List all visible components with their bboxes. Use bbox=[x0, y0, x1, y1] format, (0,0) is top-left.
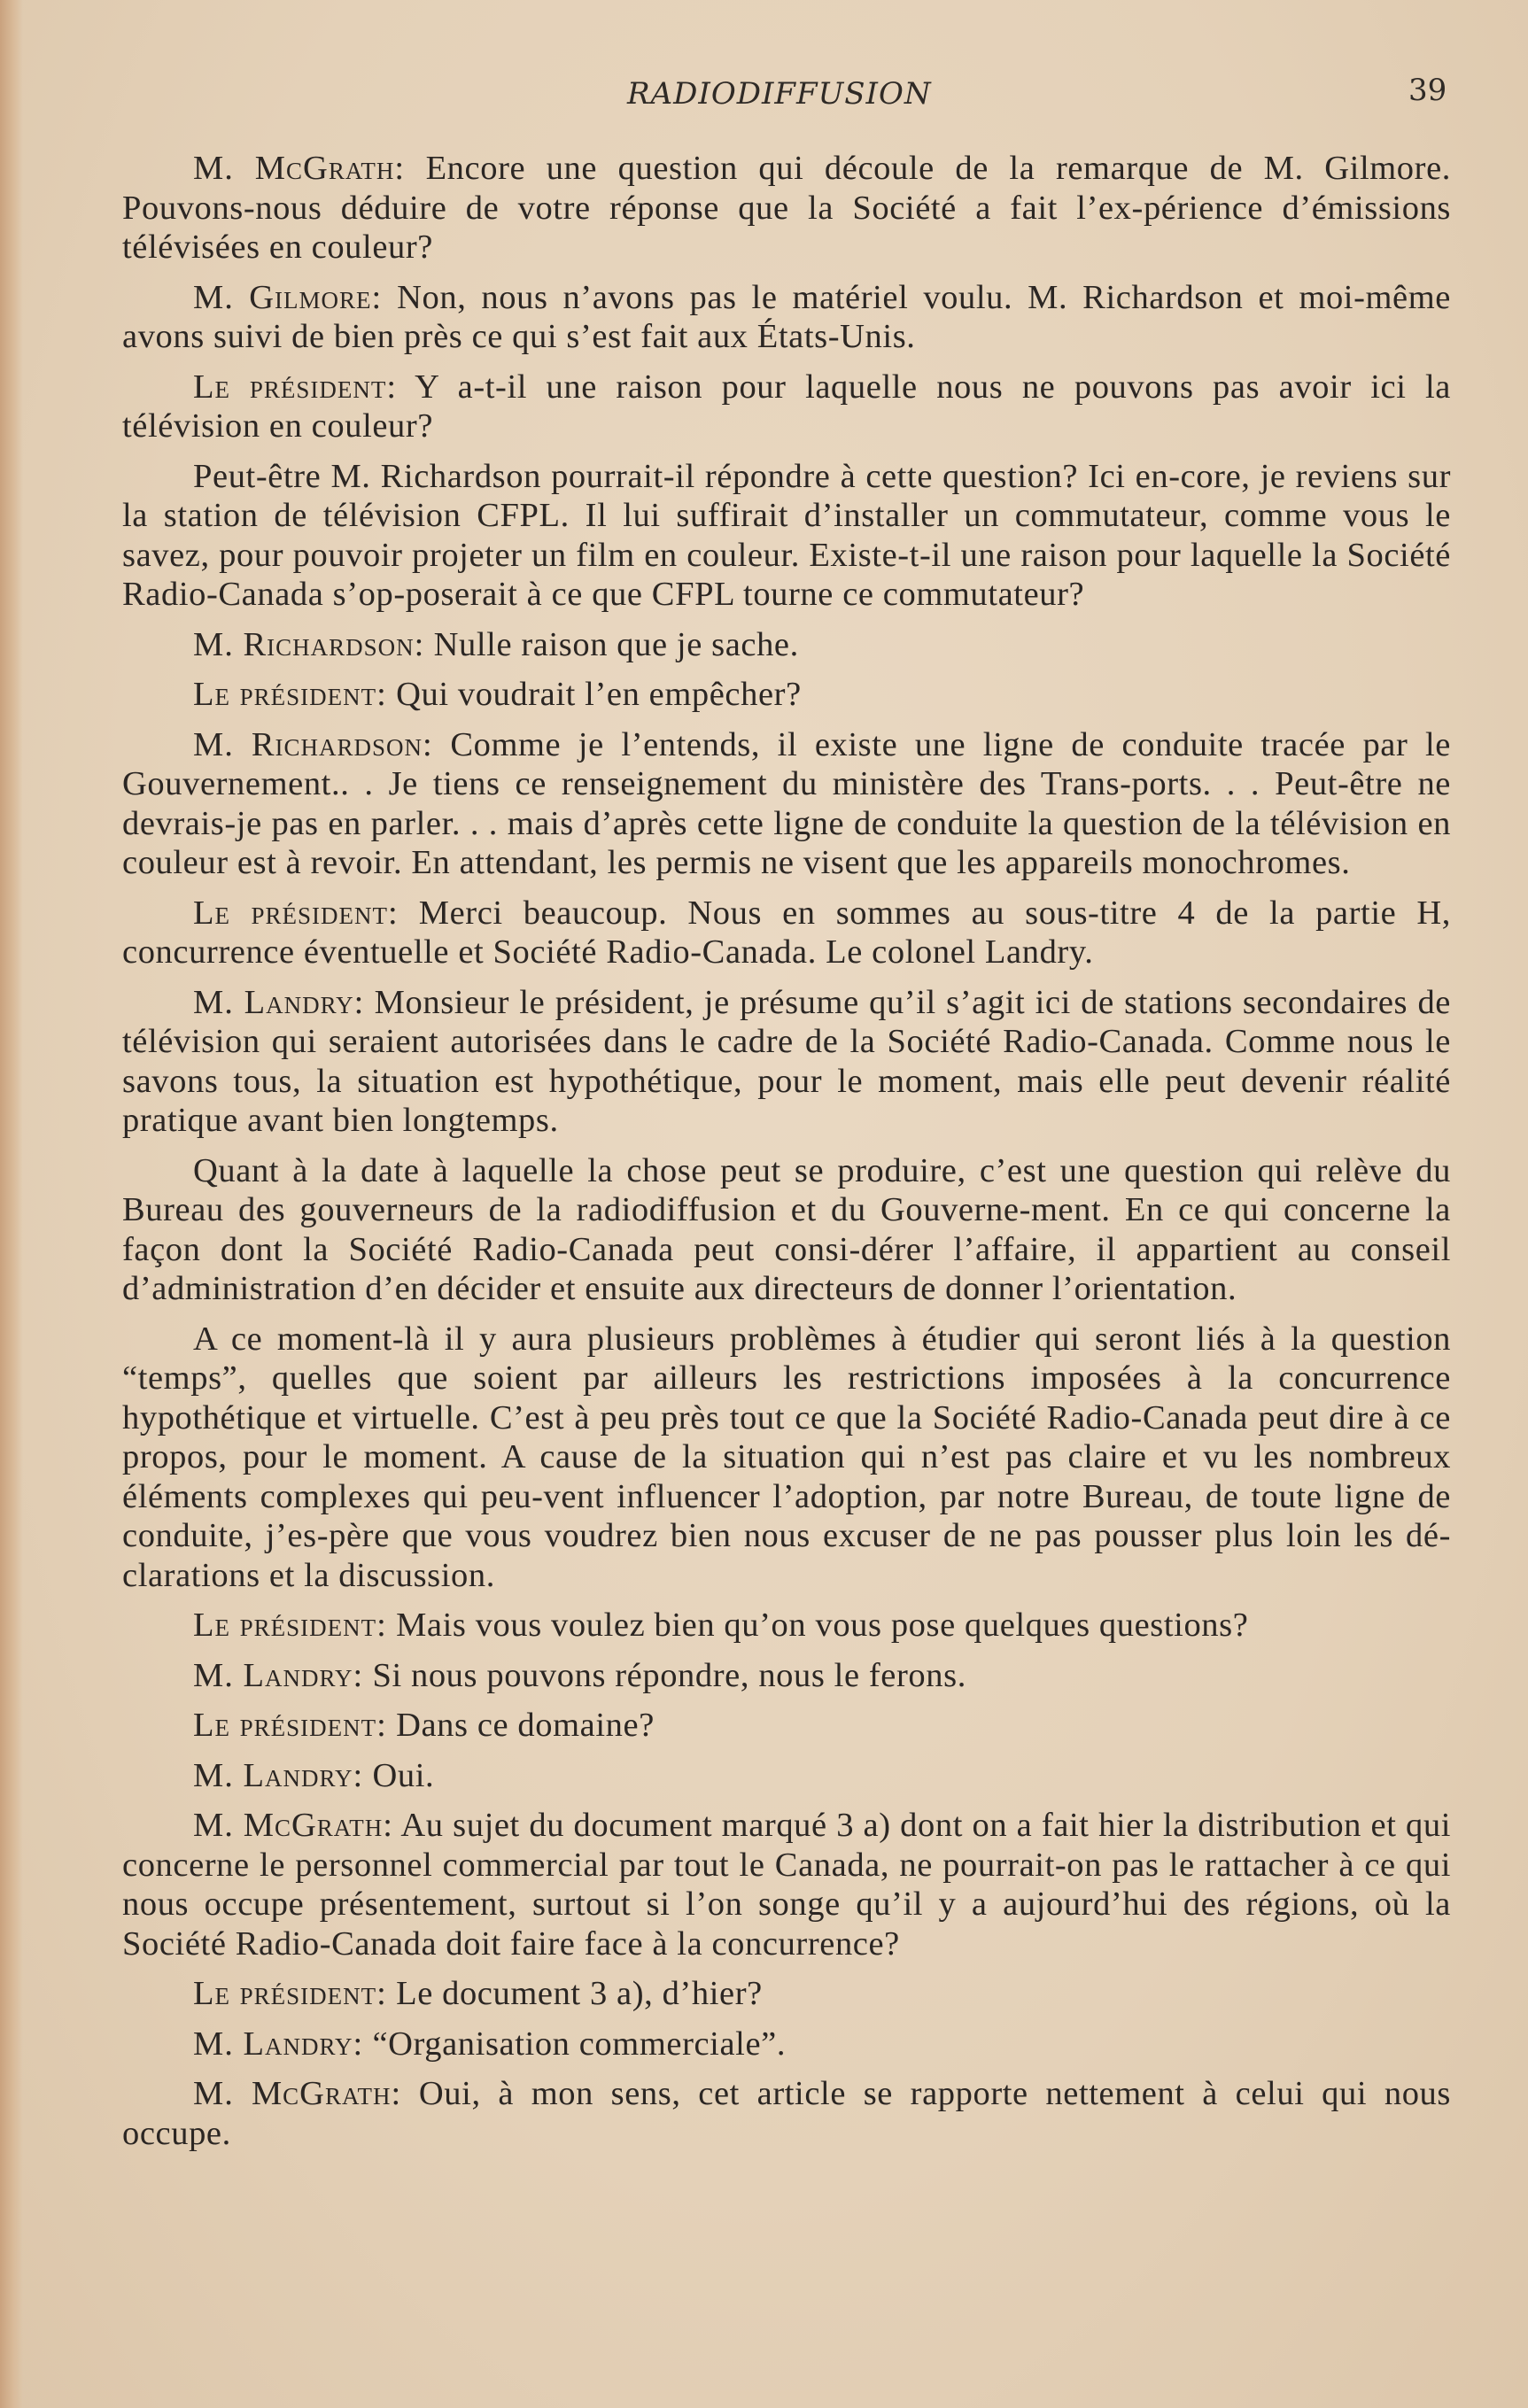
speaker: M. Landry: bbox=[193, 983, 365, 1021]
speaker: M. Landry: bbox=[193, 1656, 364, 1694]
speaker: M. Landry: bbox=[193, 1756, 364, 1794]
speech: Au sujet du document marqué 3 a) dont on a fait hier la distribution et qui concerne le personnel commercial par tout le Canada, ne pourrait-on pas le rattacher à ce qui nous occupe présentement, surtout si l’on songe qu’il y a aujourd’hui des régions, où la Société Radio-Canada doit faire face à la concurrence? bbox=[122, 1807, 1452, 1963]
speaker: M. McGrath: bbox=[193, 1807, 394, 1844]
paragraph bbox=[122, 1756, 1451, 1796]
paragraph bbox=[122, 1606, 1451, 1645]
speech: Qui voudrait l’en empêcher? bbox=[396, 676, 802, 713]
page-edge bbox=[0, 0, 23, 2408]
speaker: M. Richardson: bbox=[193, 625, 425, 663]
paragraph bbox=[122, 2074, 1451, 2153]
speech: Le document 3 a), d’hier? bbox=[396, 1975, 763, 2012]
paragraph bbox=[122, 894, 1451, 972]
speech: Quant à la date à laquelle la chose peut se produire, c’est une question qui relève du Bureau des gouverneurs de la radiodiffusion et du Gouverne-ment. En ce qui concerne la façon dont la Société Radio-Canada peut consi-dérer l’affaire, il appartient au conseil d’administration d’en décider et ensuite aux directeurs de donner l’orientation. bbox=[122, 1151, 1451, 1307]
speaker: M. Richardson: bbox=[193, 725, 433, 763]
transcript-body bbox=[122, 149, 1451, 2164]
speech: Oui. bbox=[372, 1756, 435, 1794]
paragraph bbox=[122, 457, 1451, 615]
paragraph bbox=[122, 1656, 1451, 1696]
speaker: Le président: bbox=[193, 368, 398, 406]
paragraph bbox=[122, 2025, 1451, 2064]
speech: Peut-être M. Richardson pourrait-il répondre à cette question? Ici en-core, je reviens sur la station de télévision CFPL. Il lui suffirait d’installer un commutateur, comme vous le savez, pour pouvoir projeter un film en couleur. Existe-t-il une raison pour laquelle la Société Radio-Canada s’op-poserait à ce que CFPL tourne ce commutateur? bbox=[122, 457, 1451, 613]
paragraph bbox=[122, 675, 1451, 715]
speech: Encore une question qui découle de la remarque de M. Gilmore. Pouvons-nous déduire de votre réponse que la Société a fait l’ex-périence d’émissions télévisées en couleur? bbox=[122, 150, 1451, 266]
paragraph bbox=[122, 983, 1451, 1141]
speech: Y a-t-il une raison pour laquelle nous ne pouvons pas avoir ici la télévision en couleur? bbox=[122, 368, 1451, 445]
paragraph bbox=[122, 725, 1451, 883]
speaker: Le président: bbox=[193, 1607, 387, 1644]
speaker: Le président: bbox=[193, 676, 387, 713]
speech: Non, nous n’avons pas le matériel voulu. M. Richardson et moi-même avons suivi de bien près ce qui s’est fait aux États-Unis. bbox=[122, 278, 1451, 355]
speech: Comme je l’entends, il existe une ligne de conduite tracée par le Gouvernement.. . Je tiens ce renseignement du ministère des Trans-ports. . . Peut-être ne devrais-je pas en parler. . . mais d’après cette ligne de conduite la question de la télévision en couleur est à revoir. En attendant, les permis ne visent que les appareils monochromes. bbox=[122, 725, 1451, 881]
speech: Nulle raison que je sache. bbox=[433, 625, 799, 663]
running-title: RADIODIFFUSION bbox=[627, 76, 932, 112]
speaker: Le président: bbox=[193, 1975, 387, 2012]
paragraph bbox=[122, 278, 1451, 357]
speaker: M. McGrath: bbox=[193, 2075, 402, 2112]
paragraph bbox=[122, 1974, 1451, 2014]
speech: Dans ce domaine? bbox=[396, 1707, 655, 1744]
speech: Monsieur le président, je présume qu’il s’agit ici de stations secondaires de télévision qui seraient autorisées dans le cadre de la Société Radio-Canada. Comme nous le savons tous, la situation est hypothétique, pour le moment, mais elle peut devenir réalité pratique avant bien longtemps. bbox=[122, 983, 1451, 1139]
paragraph bbox=[122, 625, 1451, 665]
paragraph bbox=[122, 1151, 1451, 1309]
paragraph bbox=[122, 1320, 1451, 1596]
speaker: Le président: bbox=[193, 894, 399, 932]
speaker: M. Landry: bbox=[193, 2025, 364, 2063]
speech: Merci beaucoup. Nous en sommes au sous-titre 4 de la partie H, concurrence éventuelle et Société Radio-Canada. Le colonel Landry. bbox=[122, 894, 1452, 971]
speech: “Organisation commerciale”. bbox=[372, 2025, 787, 2063]
speech: A ce moment-là il y aura plusieurs problèmes à étudier qui seront liés à la question “temps”, quelles que soient par ailleurs les restrictions imposées à la concurrence hypothétique et virtuelle. C’est à peu près tout ce que la Société Radio-Canada peut dire à ce propos, pour le moment. A cause de la situation qui n’est pas claire et vu les nombreux éléments complexes qui peu-vent influencer l’adoption, par notre Bureau, de toute ligne de conduite, j’es-père que vous voudrez bien nous excuser de ne pas pousser plus loin les dé-clarations et la discussion. bbox=[122, 1320, 1451, 1594]
speaker: Le président: bbox=[193, 1707, 387, 1744]
paragraph bbox=[122, 149, 1451, 267]
paragraph bbox=[122, 1706, 1451, 1746]
page-header bbox=[0, 73, 1528, 120]
speaker: M. McGrath: bbox=[193, 150, 406, 187]
page-number: 39 bbox=[1408, 73, 1447, 108]
speaker: M. Gilmore: bbox=[193, 278, 383, 316]
paragraph bbox=[122, 1806, 1451, 1963]
speech: Si nous pouvons répondre, nous le ferons. bbox=[372, 1656, 966, 1694]
paragraph bbox=[122, 368, 1451, 446]
speech: Oui, à mon sens, cet article se rapporte nettement à celui qui nous occupe. bbox=[122, 2075, 1451, 2152]
speech: Mais vous voulez bien qu’on vous pose quelques questions? bbox=[396, 1607, 1249, 1644]
